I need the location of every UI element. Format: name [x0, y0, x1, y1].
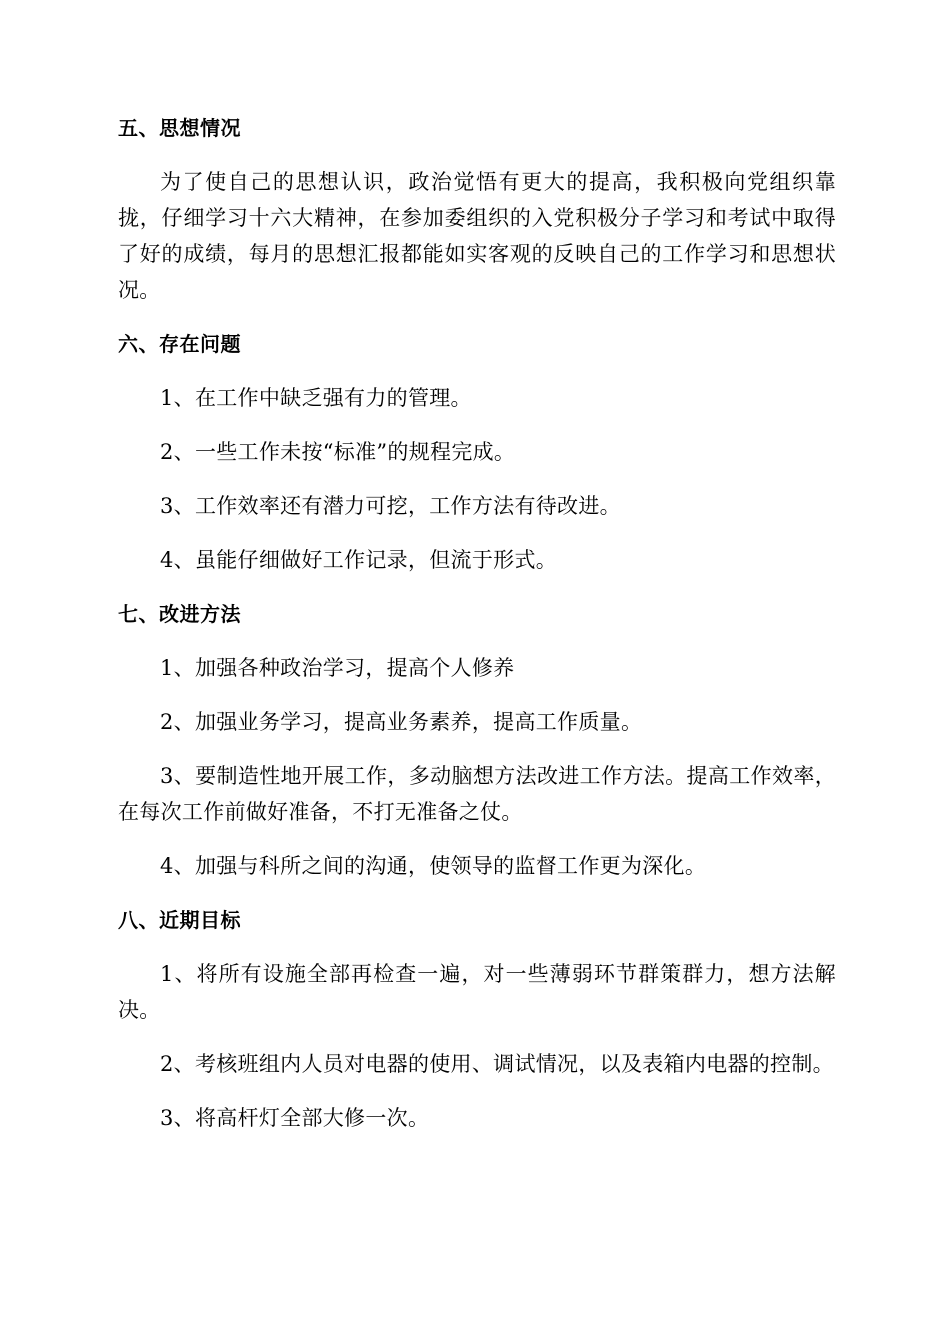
- list-item: 2、考核班组内人员对电器的使用、调试情况，以及表箱内电器的控制。: [160, 1052, 834, 1076]
- list-item: 4、加强与科所之间的沟通，使领导的监督工作更为深化。: [160, 854, 707, 878]
- list-item: 2、加强业务学习，提高业务素养，提高工作质量。: [160, 710, 643, 734]
- list-item: 3、要制造性地开展工作，多动脑想方法改进工作方法。提高工作效率，在每次工作前做好准备，不打无准备之仗。: [118, 764, 836, 824]
- section-heading-improvements: 七、改进方法: [118, 602, 241, 626]
- list-item: 2、一些工作未按“标准”的规程完成。: [160, 440, 516, 464]
- section-heading-problems: 六、存在问题: [118, 332, 241, 356]
- paragraph: 为了使自己的思想认识，政治觉悟有更大的提高，我积极向党组织靠拢，仔细学习十六大精神，在参加委组织的入党积极分子学习和考试中取得了好的成绩，每月的思想汇报都能如实客观的反映自己的工作学习和思想状况。: [118, 170, 836, 302]
- section-heading-thought: 五、思想情况: [118, 116, 241, 140]
- section-heading-goals: 八、近期目标: [118, 908, 241, 932]
- list-item: 1、将所有设施全部再检查一遍，对一些薄弱环节群策群力，想方法解决。: [118, 962, 836, 1022]
- list-item: 3、工作效率还有潜力可挖，工作方法有待改进。: [160, 494, 621, 518]
- list-item: 3、将高杆灯全部大修一次。: [160, 1106, 430, 1130]
- list-item: 1、在工作中缺乏强有力的管理。: [160, 386, 472, 410]
- list-item: 4、虽能仔细做好工作记录，但流于形式。: [160, 548, 558, 572]
- list-item: 1、加强各种政治学习，提高个人修养: [160, 656, 515, 680]
- document-body: [118, 110, 836, 1154]
